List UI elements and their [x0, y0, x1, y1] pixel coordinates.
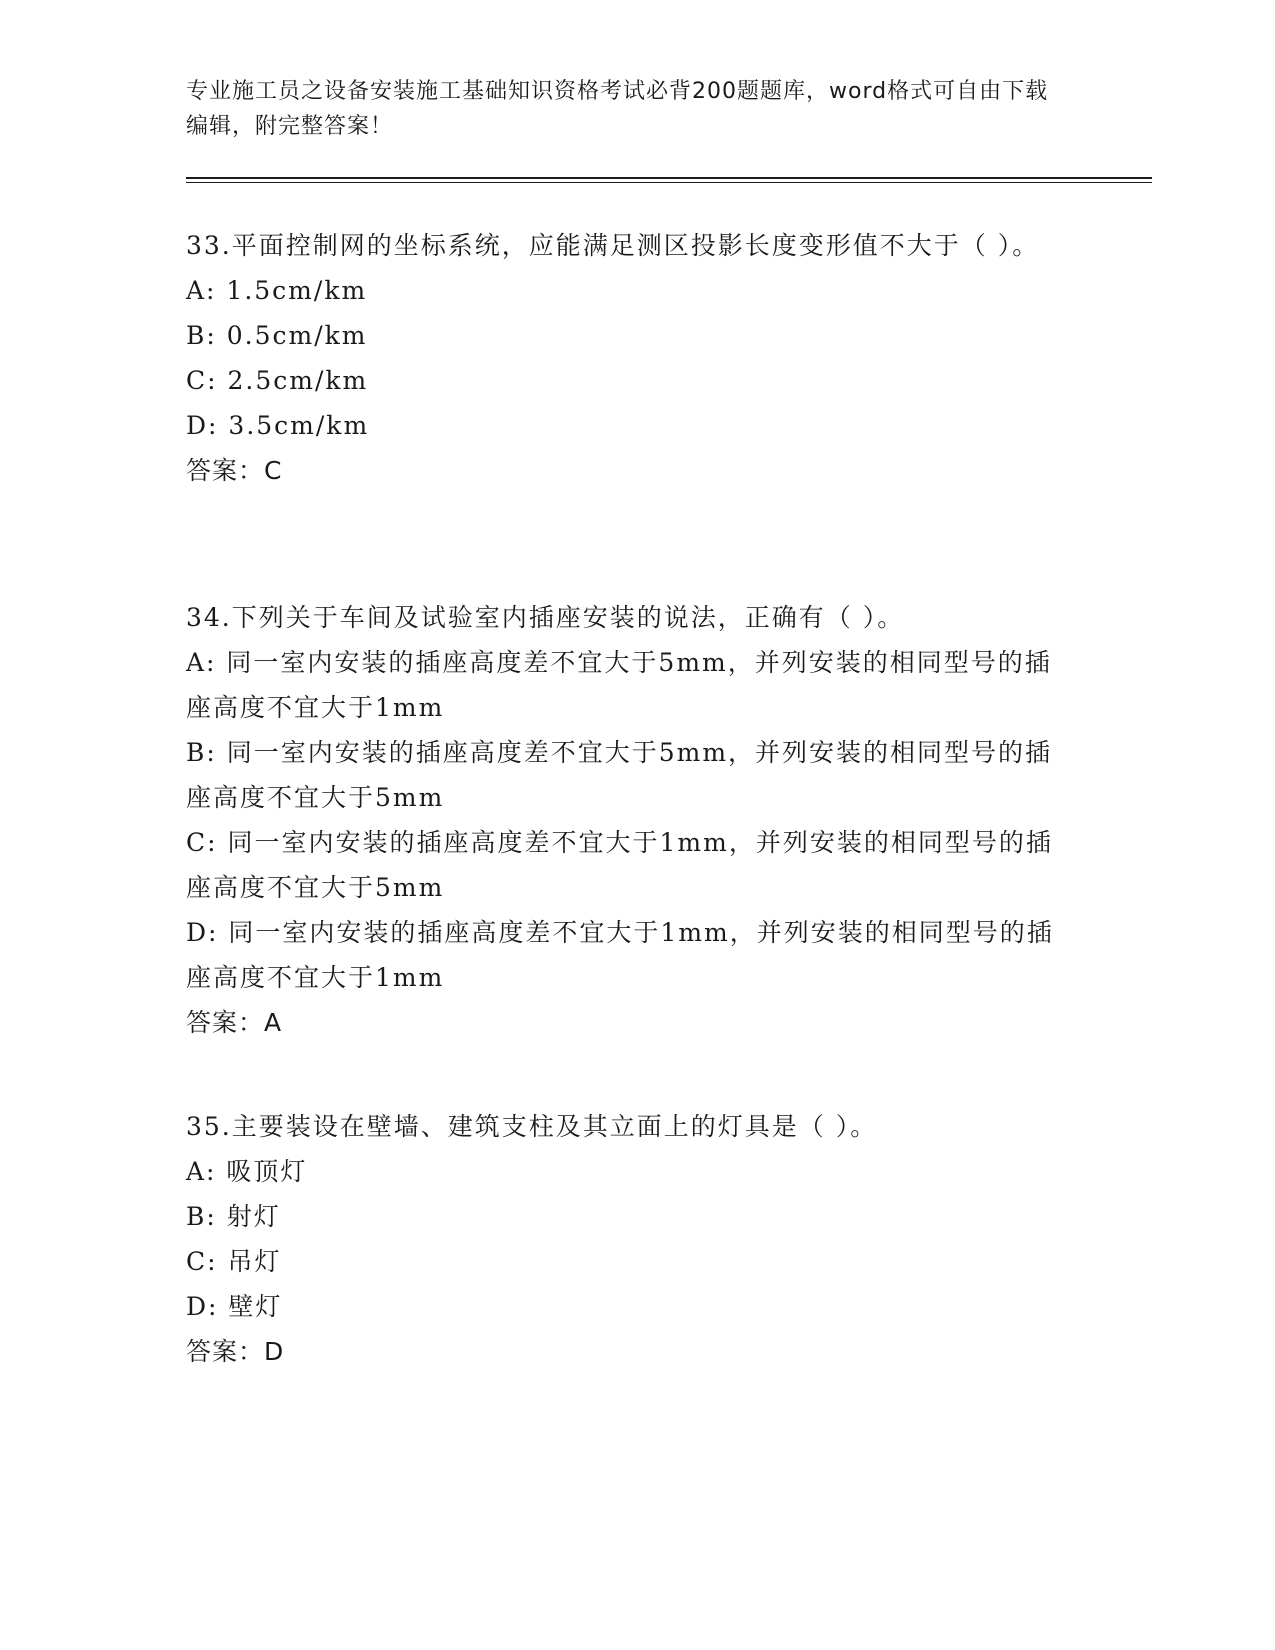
document-header-title: 专业施工员之设备安装施工基础知识资格考试必背200题题库，word格式可自由下载编辑，附完整答案！	[186, 79, 1049, 139]
answer-text: 答案：A	[186, 1008, 283, 1037]
option-a: A: 1.5cm/km	[186, 276, 368, 305]
option-d: D: 3.5cm/km	[186, 411, 370, 440]
question-stem: 33.平面控制网的坐标系统，应能满足测区投影长度变形值不大于（ ）。	[186, 231, 1040, 260]
option-d: D: 壁灯	[186, 1292, 283, 1321]
option-c: C: 吊灯	[186, 1247, 282, 1276]
answer-text: 答案：C	[186, 456, 283, 485]
option-c: C: 2.5cm/km	[186, 366, 369, 395]
question-stem: 35.主要装设在壁墙、建筑支柱及其立面上的灯具是（ ）。	[186, 1112, 878, 1141]
option-c: C: 同一室内安装的插座高度差不宜大于1mm，并列安装的相同型号的插座高度不宜大于5mm	[186, 828, 1053, 902]
option-b: B: 射灯	[186, 1202, 281, 1231]
option-a: A: 同一室内安装的插座高度差不宜大于5mm，并列安装的相同型号的插座高度不宜大于1mm	[186, 648, 1052, 722]
option-b: B: 0.5cm/km	[186, 321, 368, 350]
answer-text: 答案：D	[186, 1337, 285, 1366]
option-d: D: 同一室内安装的插座高度差不宜大于1mm，并列安装的相同型号的插座高度不宜大于1mm	[186, 918, 1054, 992]
option-b: B: 同一室内安装的插座高度差不宜大于5mm，并列安装的相同型号的插座高度不宜大于5mm	[186, 738, 1053, 812]
question-33	[186, 223, 1066, 493]
question-stem: 34.下列关于车间及试验室内插座安装的说法，正确有（ ）。	[186, 603, 905, 632]
question-35	[186, 1104, 1066, 1374]
header-divider	[186, 177, 1152, 183]
option-a: A: 吸顶灯	[186, 1157, 308, 1186]
question-34	[186, 595, 1066, 1045]
